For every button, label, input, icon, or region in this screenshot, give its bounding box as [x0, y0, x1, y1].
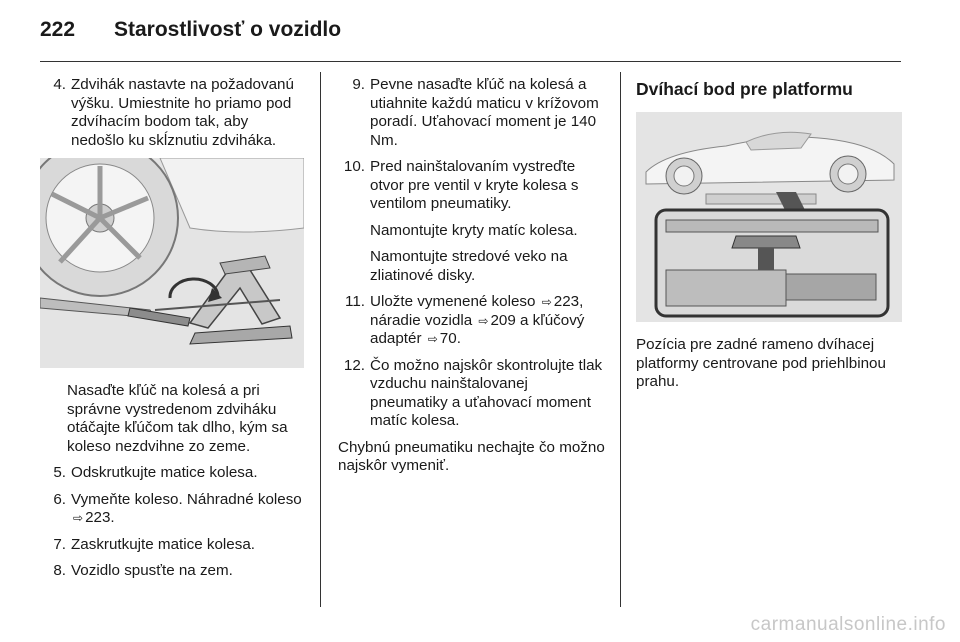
lift-point-illustration — [636, 112, 902, 322]
step-number: 7. — [53, 535, 66, 553]
step-number: 5. — [53, 464, 66, 481]
step-10 — [338, 158, 606, 214]
step-text: Vozidlo spusťte na zem. — [71, 562, 233, 579]
step-8 — [40, 562, 304, 581]
column-divider-2 — [620, 72, 621, 607]
xref-arrow-icon: ⇨ — [478, 313, 489, 328]
step-text: Zaskrutkujte matice kolesa. — [71, 535, 256, 553]
step-text-part: a kľúčový adaptér — [370, 311, 585, 347]
step-number: 4. — [53, 76, 66, 93]
step-text — [71, 491, 304, 528]
step-5 — [40, 464, 304, 483]
figure-caption: Pozícia pre zadné rameno dvíhacej platformy centrovane pod priehlbinou prahu. — [636, 336, 886, 390]
page-title: Starostlivosť o vozidlo — [114, 18, 342, 41]
step-4-note: Nasaďte kľúč na kolesá a pri správne vystredenom zdviháku otáčajte kľúčom tak dlho, kým sa koleso nezdvihne zo zeme. — [67, 382, 288, 455]
step-12 — [338, 357, 606, 431]
step-text-part: , náradie vozidla — [370, 293, 584, 329]
page-number: 222 — [40, 18, 76, 41]
xref-arrow-icon: ⇨ — [427, 332, 438, 346]
step-6 — [40, 491, 304, 528]
xref-arrow-icon: ⇨ — [541, 295, 552, 309]
page-ref[interactable]: 209 — [490, 311, 516, 329]
jack-illustration — [40, 158, 304, 368]
watermark: carmanualsonline.info — [750, 614, 946, 635]
step-10-para-1: Namontujte kryty matíc kolesa. — [370, 221, 578, 239]
step-number: 9. — [352, 76, 365, 93]
page-ref[interactable]: 223 — [553, 293, 580, 310]
step-number: 11. — [345, 293, 365, 310]
header-rule — [40, 61, 901, 62]
step-text: Čo možno najskôr skontrolujte tlak vzduchu nainštalovanej pneumatiky a uťahovací moment matíc kolesa. — [370, 356, 603, 429]
section-heading: Dvíhací bod pre platformu — [636, 79, 853, 99]
column-3 — [636, 76, 902, 400]
step-number: 6. — [53, 490, 66, 508]
step-text: Pred nainštalovaním vystreďte otvor pre ventil v kryte kolesa s ventilom pneumatiky. — [370, 158, 579, 212]
column-1 — [40, 76, 304, 589]
page-ref[interactable]: 223 — [85, 509, 111, 526]
step-number: 12. — [343, 356, 365, 374]
step-9 — [338, 76, 606, 150]
step-7 — [40, 536, 304, 555]
step-text-part: . — [110, 509, 115, 526]
step-4 — [40, 76, 304, 150]
step-text — [370, 293, 606, 349]
xref-arrow-icon: ⇨ — [73, 511, 84, 525]
step-text: Pevne nasaďte kľúč na kolesá a utiahnite každú maticu v krížovom poradí. Uťahovací moment je 140 Nm. — [370, 76, 599, 149]
step-number: 8. — [53, 562, 66, 579]
step-text-part: . — [456, 330, 461, 347]
step-number: 10. — [343, 158, 365, 175]
page-header — [40, 18, 341, 48]
column-divider-1 — [320, 72, 321, 607]
step-text-part: Uložte vymenené koleso — [370, 293, 540, 310]
step-text: Zdvihák nastavte na požadovanú výšku. Umiestnite ho priamo pod zdvíhacím bodom tak, aby nedošlo ku skĺznutiu zdviháka. — [71, 76, 294, 149]
step-11 — [338, 293, 606, 349]
page-ref[interactable]: 70 — [439, 330, 457, 347]
step-10-para-2: Namontujte stredové veko na zliatinové disky. — [370, 248, 568, 284]
column-2 — [338, 76, 606, 484]
step-text-part: Vymeňte koleso. Náhradné koleso — [71, 490, 302, 508]
closing-text: Chybnú pneumatiku nechajte čo možno najskôr vymeniť. — [338, 438, 605, 474]
step-text: Odskrutkujte matice kolesa. — [71, 464, 258, 481]
